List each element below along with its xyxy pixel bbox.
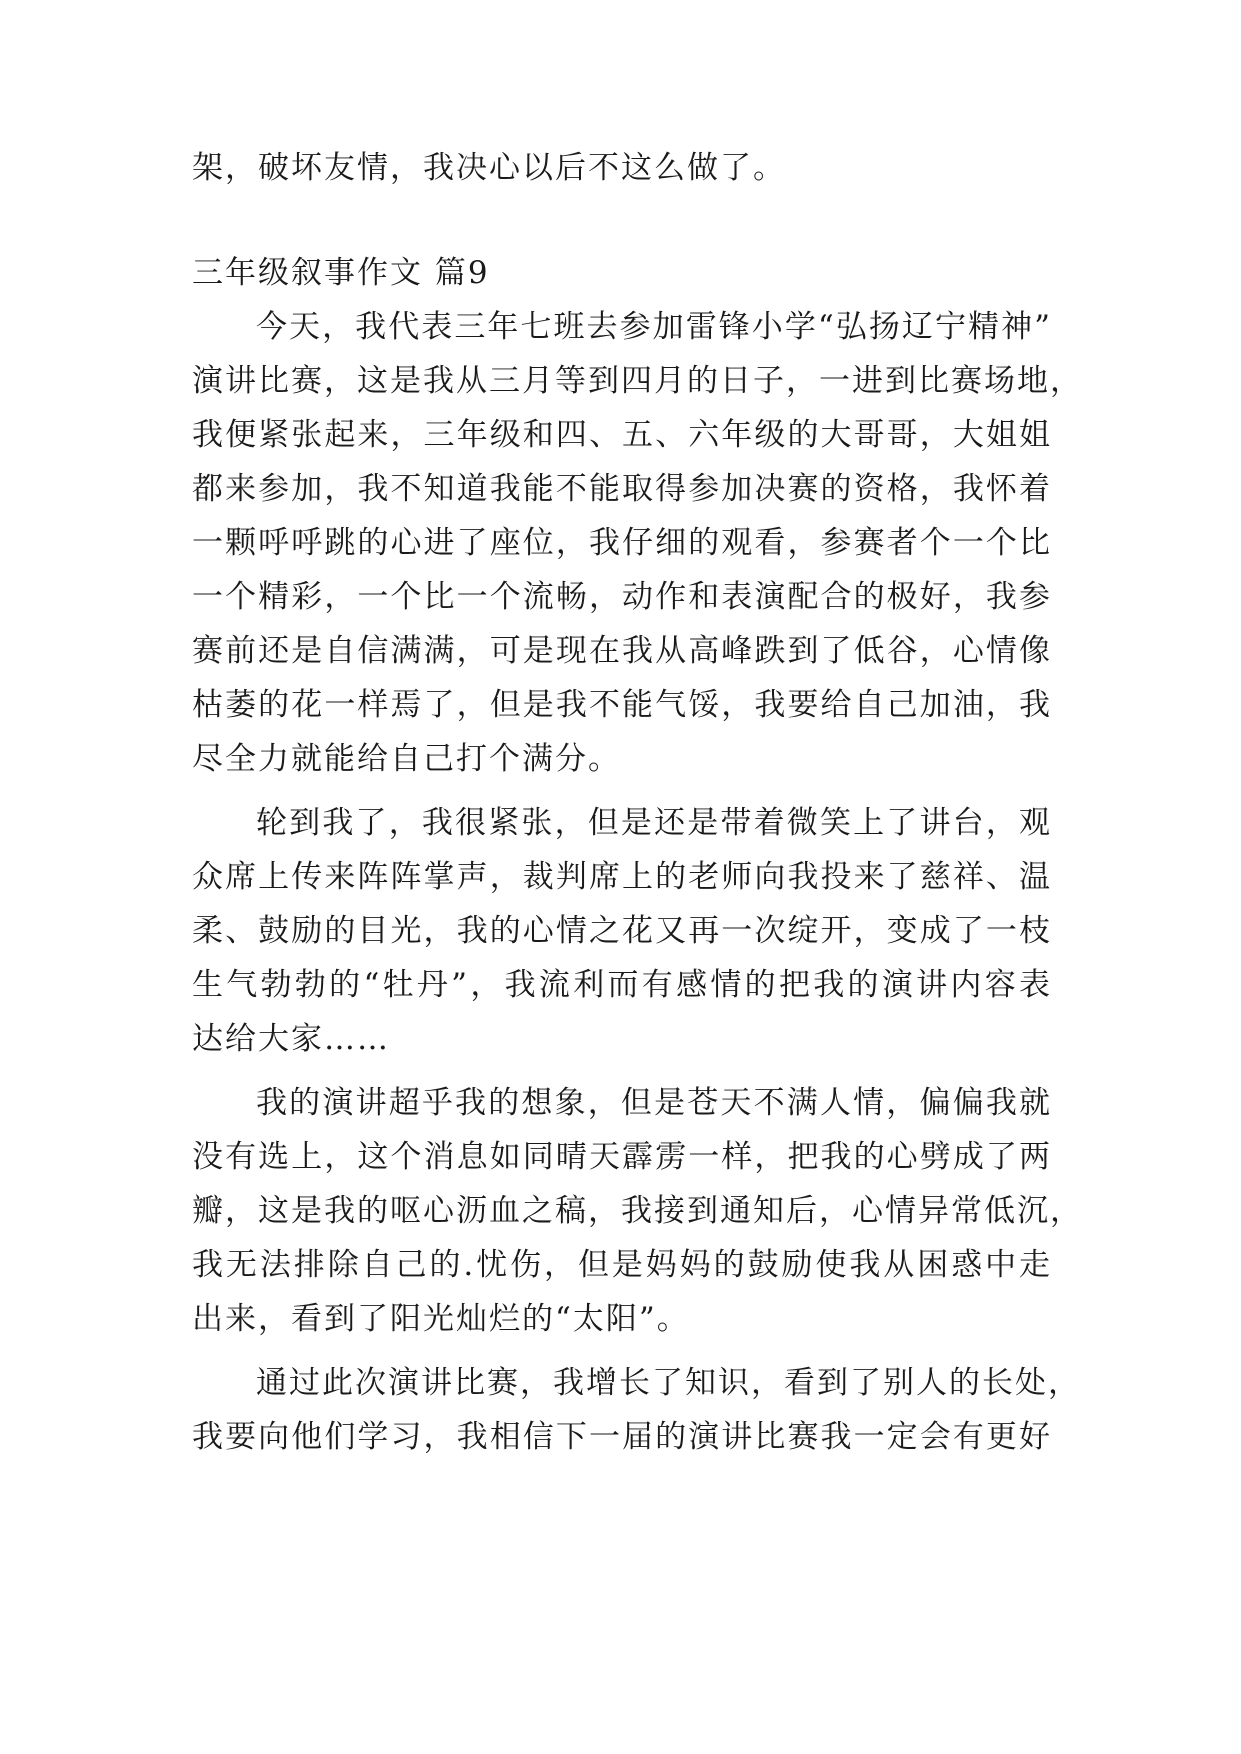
text-line: 我要向他们学习，我相信下一届的演讲比赛我一定会有更好 <box>192 1419 1052 1455</box>
text-line: 演讲比赛，这是我从三月等到四月的日子，一进到比赛场地， <box>192 363 1083 399</box>
text-line: 架，破坏友情，我决心以后不这么做了。 <box>192 150 786 186</box>
text-line: 我的演讲超乎我的想象，但是苍天不满人情，偏偏我就 <box>256 1085 1052 1121</box>
text-line: 生气勃勃的“牡丹”，我流利而有感情的把我的演讲内容表 <box>192 967 1052 1003</box>
text-line: 尽全力就能给自己打个满分。 <box>192 741 621 777</box>
text-line: 达给大家…… <box>192 1021 390 1057</box>
text-line: 出来，看到了阳光灿烂的“太阳”。 <box>192 1301 690 1337</box>
text-line: 我便紧张起来，三年级和四、五、六年级的大哥哥，大姐姐 <box>192 417 1052 453</box>
text-line: 今天，我代表三年七班去参加雷锋小学“弘扬辽宁精神” <box>256 309 1052 345</box>
text-line: 赛前还是自信满满，可是现在我从高峰跌到了低谷，心情像 <box>192 633 1052 669</box>
text-line: 没有选上，这个消息如同晴天霹雳一样，把我的心劈成了两 <box>192 1139 1052 1175</box>
section-heading: 三年级叙事作文 篇9 <box>192 255 490 291</box>
text-line: 都来参加，我不知道我能不能取得参加决赛的资格，我怀着 <box>192 471 1052 507</box>
text-line: 我无法排除自己的.忧伤，但是妈妈的鼓励使我从困惑中走 <box>192 1247 1052 1283</box>
text-line: 通过此次演讲比赛，我增长了知识，看到了别人的长处， <box>256 1365 1081 1401</box>
text-line: 众席上传来阵阵掌声，裁判席上的老师向我投来了慈祥、温 <box>192 859 1052 895</box>
text-line: 枯萎的花一样焉了，但是我不能气馁，我要给自己加油，我 <box>192 687 1052 723</box>
text-line: 柔、鼓励的目光，我的心情之花又再一次绽开，变成了一枝 <box>192 913 1052 949</box>
text-line: 瓣，这是我的呕心沥血之稿，我接到通知后，心情异常低沉， <box>192 1193 1083 1229</box>
text-line: 一个精彩，一个比一个流畅，动作和表演配合的极好，我参 <box>192 579 1052 615</box>
text-line: 轮到我了，我很紧张，但是还是带着微笑上了讲台，观 <box>256 805 1052 841</box>
text-line: 一颗呼呼跳的心进了座位，我仔细的观看，参赛者个一个比 <box>192 525 1052 561</box>
